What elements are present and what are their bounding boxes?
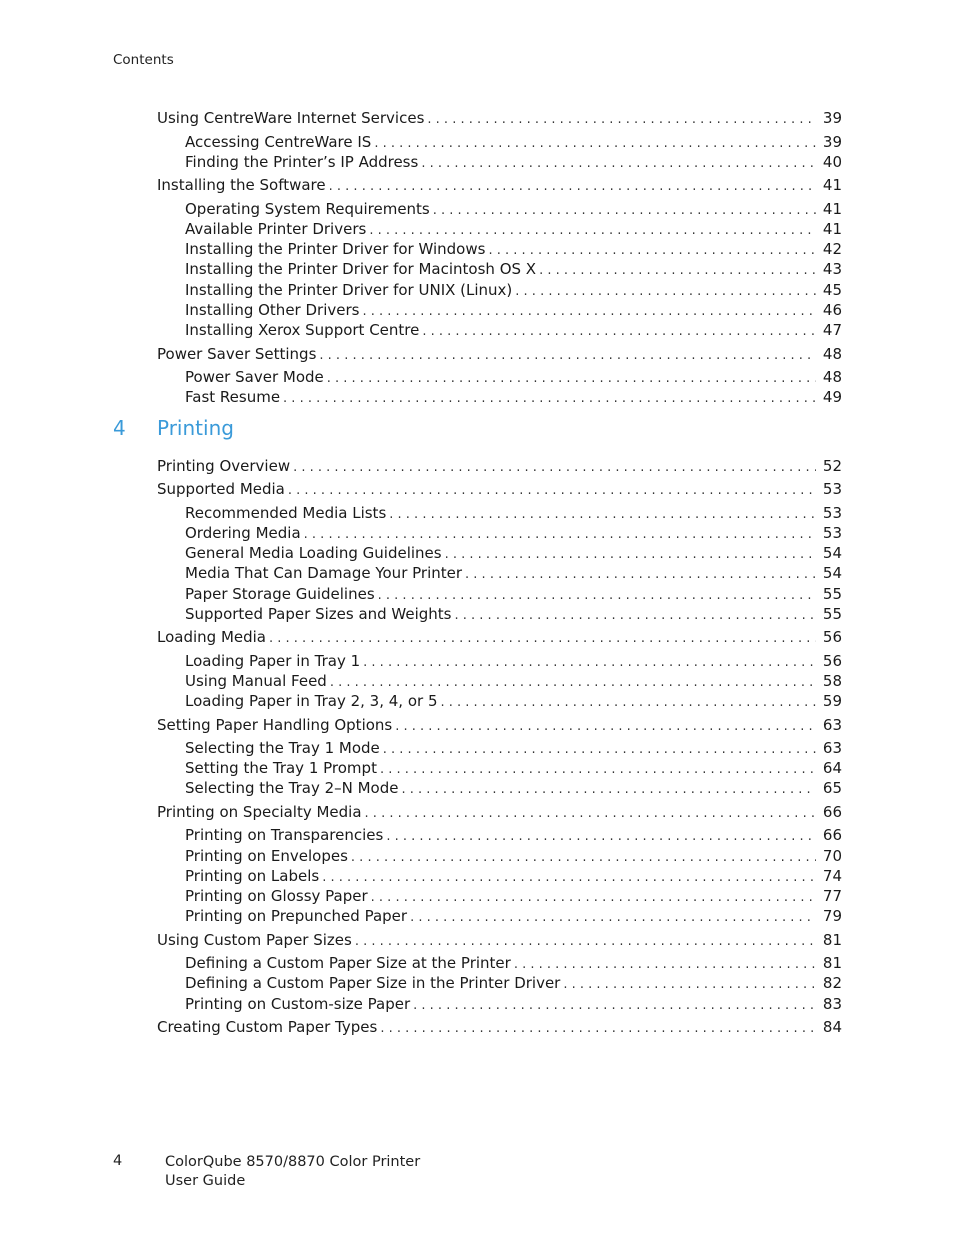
toc-entry-title: Finding the Printer’s IP Address bbox=[185, 153, 419, 171]
toc-subsection-entry[interactable] bbox=[185, 320, 842, 342]
dot-leader bbox=[293, 458, 816, 478]
toc-entry-title: Selecting the Tray 1 Mode bbox=[185, 739, 380, 757]
toc-entry-page: 40 bbox=[822, 153, 842, 171]
chapter-title: Printing bbox=[157, 416, 234, 440]
toc-entry-page: 81 bbox=[822, 954, 842, 972]
toc-entry-title: Printing on Prepunched Paper bbox=[185, 907, 408, 925]
toc-subsection-entry[interactable] bbox=[185, 994, 842, 1016]
toc-entry-page: 58 bbox=[822, 672, 842, 690]
dot-leader bbox=[363, 653, 816, 673]
toc-entry-title: Loading Media bbox=[157, 628, 266, 646]
toc-entry-page: 65 bbox=[822, 779, 842, 797]
toc-entry-page: 83 bbox=[822, 995, 842, 1013]
toc-entry-page: 56 bbox=[822, 652, 842, 670]
dot-leader bbox=[514, 955, 816, 975]
toc-entry-page: 53 bbox=[822, 504, 842, 522]
toc-subsection-entry[interactable] bbox=[185, 503, 842, 525]
toc-subsection-entry[interactable] bbox=[185, 604, 842, 626]
dot-leader bbox=[288, 481, 816, 501]
dot-leader bbox=[383, 740, 816, 760]
toc-entry-page: 79 bbox=[822, 907, 842, 925]
toc-section-entry[interactable] bbox=[157, 1017, 842, 1039]
page-number: 4 bbox=[113, 1153, 123, 1169]
toc-entry-page: 66 bbox=[822, 826, 842, 844]
toc-entry-page: 41 bbox=[822, 176, 842, 194]
running-header: Contents bbox=[113, 52, 174, 68]
toc-entry-title: Defining a Custom Paper Size in the Printer Driver bbox=[185, 974, 561, 992]
toc-subsection-entry[interactable] bbox=[185, 199, 842, 221]
dot-leader bbox=[433, 201, 816, 221]
dot-leader bbox=[386, 827, 816, 847]
toc-subsection-entry[interactable] bbox=[185, 778, 842, 800]
toc-subsection-entry[interactable] bbox=[185, 584, 842, 606]
toc-entry-page: 41 bbox=[822, 200, 842, 218]
toc-subsection-entry[interactable] bbox=[185, 825, 842, 847]
toc-entry-page: 42 bbox=[822, 240, 842, 258]
toc-entry-page: 48 bbox=[822, 368, 842, 386]
dot-leader bbox=[395, 717, 816, 737]
toc-entry-title: Installing the Printer Driver for UNIX (Linux) bbox=[185, 281, 513, 299]
toc-subsection-entry[interactable] bbox=[185, 259, 842, 281]
toc-entry-page: 49 bbox=[822, 388, 842, 406]
dot-leader bbox=[283, 389, 816, 409]
toc-entry-page: 77 bbox=[822, 887, 842, 905]
toc-subsection-entry[interactable] bbox=[185, 152, 842, 174]
dot-leader bbox=[374, 134, 816, 154]
toc-section-entry[interactable] bbox=[157, 479, 842, 501]
dot-leader bbox=[422, 322, 816, 342]
toc-subsection-entry[interactable] bbox=[185, 523, 842, 545]
toc-section-entry[interactable] bbox=[157, 802, 842, 824]
dot-leader bbox=[269, 629, 816, 649]
toc-entry-title: Accessing CentreWare IS bbox=[185, 133, 372, 151]
toc-entry-title: Installing the Software bbox=[157, 176, 326, 194]
dot-leader bbox=[355, 932, 816, 952]
toc-entry-title: Printing on Envelopes bbox=[185, 847, 348, 865]
dot-leader bbox=[330, 673, 816, 693]
toc-entry-title: Supported Paper Sizes and Weights bbox=[185, 605, 452, 623]
dot-leader bbox=[410, 908, 816, 928]
dot-leader bbox=[304, 525, 816, 545]
toc-entry-page: 55 bbox=[822, 605, 842, 623]
toc-entry-title: Power Saver Settings bbox=[157, 345, 317, 363]
dot-leader bbox=[427, 110, 816, 130]
toc-entry-title: Setting the Tray 1 Prompt bbox=[185, 759, 377, 777]
toc-entry-page: 52 bbox=[822, 457, 842, 475]
toc-entry-title: Available Printer Drivers bbox=[185, 220, 367, 238]
dot-leader bbox=[402, 780, 817, 800]
dot-leader bbox=[389, 505, 816, 525]
toc-entry-page: 54 bbox=[822, 564, 842, 582]
dot-leader bbox=[488, 241, 816, 261]
toc-entry-page: 45 bbox=[822, 281, 842, 299]
toc-section-entry[interactable] bbox=[157, 715, 842, 737]
toc-entry-page: 53 bbox=[822, 524, 842, 542]
dot-leader bbox=[455, 606, 817, 626]
toc-entry-title: Installing Other Drivers bbox=[185, 301, 360, 319]
toc-entry-title: Media That Can Damage Your Printer bbox=[185, 564, 463, 582]
toc-entry-page: 63 bbox=[822, 716, 842, 734]
dot-leader bbox=[380, 760, 816, 780]
dot-leader bbox=[563, 975, 816, 995]
toc-subsection-entry[interactable] bbox=[185, 691, 842, 713]
footer-product-info bbox=[165, 1153, 420, 1191]
toc-subsection-entry[interactable] bbox=[185, 758, 842, 780]
toc-entry-page: 64 bbox=[822, 759, 842, 777]
toc-entry-title: Selecting the Tray 2–N Mode bbox=[185, 779, 399, 797]
dot-leader bbox=[319, 346, 816, 366]
toc-section-entry[interactable] bbox=[157, 627, 842, 649]
dot-leader bbox=[539, 261, 816, 281]
toc-entry-title: Defining a Custom Paper Size at the Printer bbox=[185, 954, 511, 972]
dot-leader bbox=[371, 888, 816, 908]
toc-subsection-entry[interactable] bbox=[185, 367, 842, 389]
toc-subsection-entry[interactable] bbox=[185, 671, 842, 693]
toc-subsection-entry[interactable] bbox=[185, 280, 842, 302]
chapter-number: 4 bbox=[113, 416, 126, 440]
toc-entry-title: Using CentreWare Internet Services bbox=[157, 109, 425, 127]
dot-leader bbox=[378, 586, 816, 606]
toc-entry-page: 39 bbox=[822, 133, 842, 151]
toc-entry-title: Ordering Media bbox=[185, 524, 301, 542]
toc-subsection-entry[interactable] bbox=[185, 953, 842, 975]
toc-entry-page: 55 bbox=[822, 585, 842, 603]
toc-entry-page: 46 bbox=[822, 301, 842, 319]
dot-leader bbox=[351, 848, 816, 868]
dot-leader bbox=[362, 302, 816, 322]
dot-leader bbox=[515, 282, 816, 302]
toc-entry-title: Loading Paper in Tray 2, 3, 4, or 5 bbox=[185, 692, 438, 710]
footer-guide: User Guide bbox=[165, 1173, 246, 1189]
dot-leader bbox=[329, 177, 816, 197]
toc-entry-page: 63 bbox=[822, 739, 842, 757]
toc-subsection-entry[interactable] bbox=[185, 651, 842, 673]
toc-entry-page: 39 bbox=[822, 109, 842, 127]
toc-entry-page: 56 bbox=[822, 628, 842, 646]
toc-entry-title: Printing on Custom-size Paper bbox=[185, 995, 411, 1013]
dot-leader bbox=[441, 693, 817, 713]
toc-subsection-entry[interactable] bbox=[185, 973, 842, 995]
toc-entry-page: 84 bbox=[822, 1018, 842, 1036]
dot-leader bbox=[322, 868, 816, 888]
toc-entry-title: Power Saver Mode bbox=[185, 368, 324, 386]
toc-entry-page: 59 bbox=[822, 692, 842, 710]
toc-entry-title: Loading Paper in Tray 1 bbox=[185, 652, 361, 670]
dot-leader bbox=[413, 996, 816, 1016]
dot-leader bbox=[369, 221, 816, 241]
toc-subsection-entry[interactable] bbox=[185, 886, 842, 908]
dot-leader bbox=[327, 369, 816, 389]
toc-entry-page: 66 bbox=[822, 803, 842, 821]
toc-entry-page: 48 bbox=[822, 345, 842, 363]
toc-entry-page: 41 bbox=[822, 220, 842, 238]
toc-subsection-entry[interactable] bbox=[185, 239, 842, 261]
toc-section-entry[interactable] bbox=[157, 344, 842, 366]
toc-entry-title: Printing on Labels bbox=[185, 867, 320, 885]
toc-entry-page: 74 bbox=[822, 867, 842, 885]
toc-section-entry[interactable] bbox=[157, 175, 842, 197]
toc-entry-page: 54 bbox=[822, 544, 842, 562]
toc-subsection-entry[interactable] bbox=[185, 132, 842, 154]
dot-leader bbox=[465, 565, 816, 585]
toc-subsection-entry[interactable] bbox=[185, 300, 842, 322]
toc-subsection-entry[interactable] bbox=[185, 738, 842, 760]
toc-entry-page: 53 bbox=[822, 480, 842, 498]
toc-entry-page: 43 bbox=[822, 260, 842, 278]
dot-leader bbox=[380, 1019, 816, 1039]
toc-section-entry[interactable] bbox=[157, 108, 842, 130]
toc-entry-title: Installing the Printer Driver for Macintosh OS X bbox=[185, 260, 537, 278]
toc-entry-title: Printing on Specialty Media bbox=[157, 803, 362, 821]
toc-entry-page: 81 bbox=[822, 931, 842, 949]
toc-entry-title: Supported Media bbox=[157, 480, 285, 498]
toc-entry-page: 70 bbox=[822, 847, 842, 865]
toc-entry-title: Printing on Transparencies bbox=[185, 826, 384, 844]
toc-section-entry[interactable] bbox=[157, 456, 842, 478]
toc-entry-title: Printing on Glossy Paper bbox=[185, 887, 368, 905]
toc-subsection-entry[interactable] bbox=[185, 543, 842, 565]
toc-entry-title: Using Manual Feed bbox=[185, 672, 327, 690]
chapter-heading[interactable] bbox=[113, 416, 234, 440]
toc-entry-title: Fast Resume bbox=[185, 388, 281, 406]
footer-product: ColorQube 8570/8870 Color Printer bbox=[165, 1154, 421, 1170]
toc-entry-title: Printing Overview bbox=[157, 457, 291, 475]
toc-entry-title: Recommended Media Lists bbox=[185, 504, 387, 522]
toc-subsection-entry[interactable] bbox=[185, 906, 842, 928]
toc-entry-title: Installing Xerox Support Centre bbox=[185, 321, 420, 339]
toc-subsection-entry[interactable] bbox=[185, 387, 842, 409]
toc-subsection-entry[interactable] bbox=[185, 219, 842, 241]
toc-entry-title: Creating Custom Paper Types bbox=[157, 1018, 378, 1036]
toc-entry-title: Installing the Printer Driver for Windows bbox=[185, 240, 486, 258]
toc-entry-page: 82 bbox=[822, 974, 842, 992]
toc-entry-title: General Media Loading Guidelines bbox=[185, 544, 442, 562]
toc-entry-title: Operating System Requirements bbox=[185, 200, 430, 218]
dot-leader bbox=[445, 545, 816, 565]
toc-section-entry[interactable] bbox=[157, 930, 842, 952]
dot-leader bbox=[421, 154, 816, 174]
toc-entry-page: 47 bbox=[822, 321, 842, 339]
toc-entry-title: Setting Paper Handling Options bbox=[157, 716, 393, 734]
toc-entry-title: Using Custom Paper Sizes bbox=[157, 931, 352, 949]
toc-entry-title: Paper Storage Guidelines bbox=[185, 585, 375, 603]
dot-leader bbox=[365, 804, 816, 824]
toc-subsection-entry[interactable] bbox=[185, 866, 842, 888]
toc-subsection-entry[interactable] bbox=[185, 563, 842, 585]
toc-subsection-entry[interactable] bbox=[185, 846, 842, 868]
